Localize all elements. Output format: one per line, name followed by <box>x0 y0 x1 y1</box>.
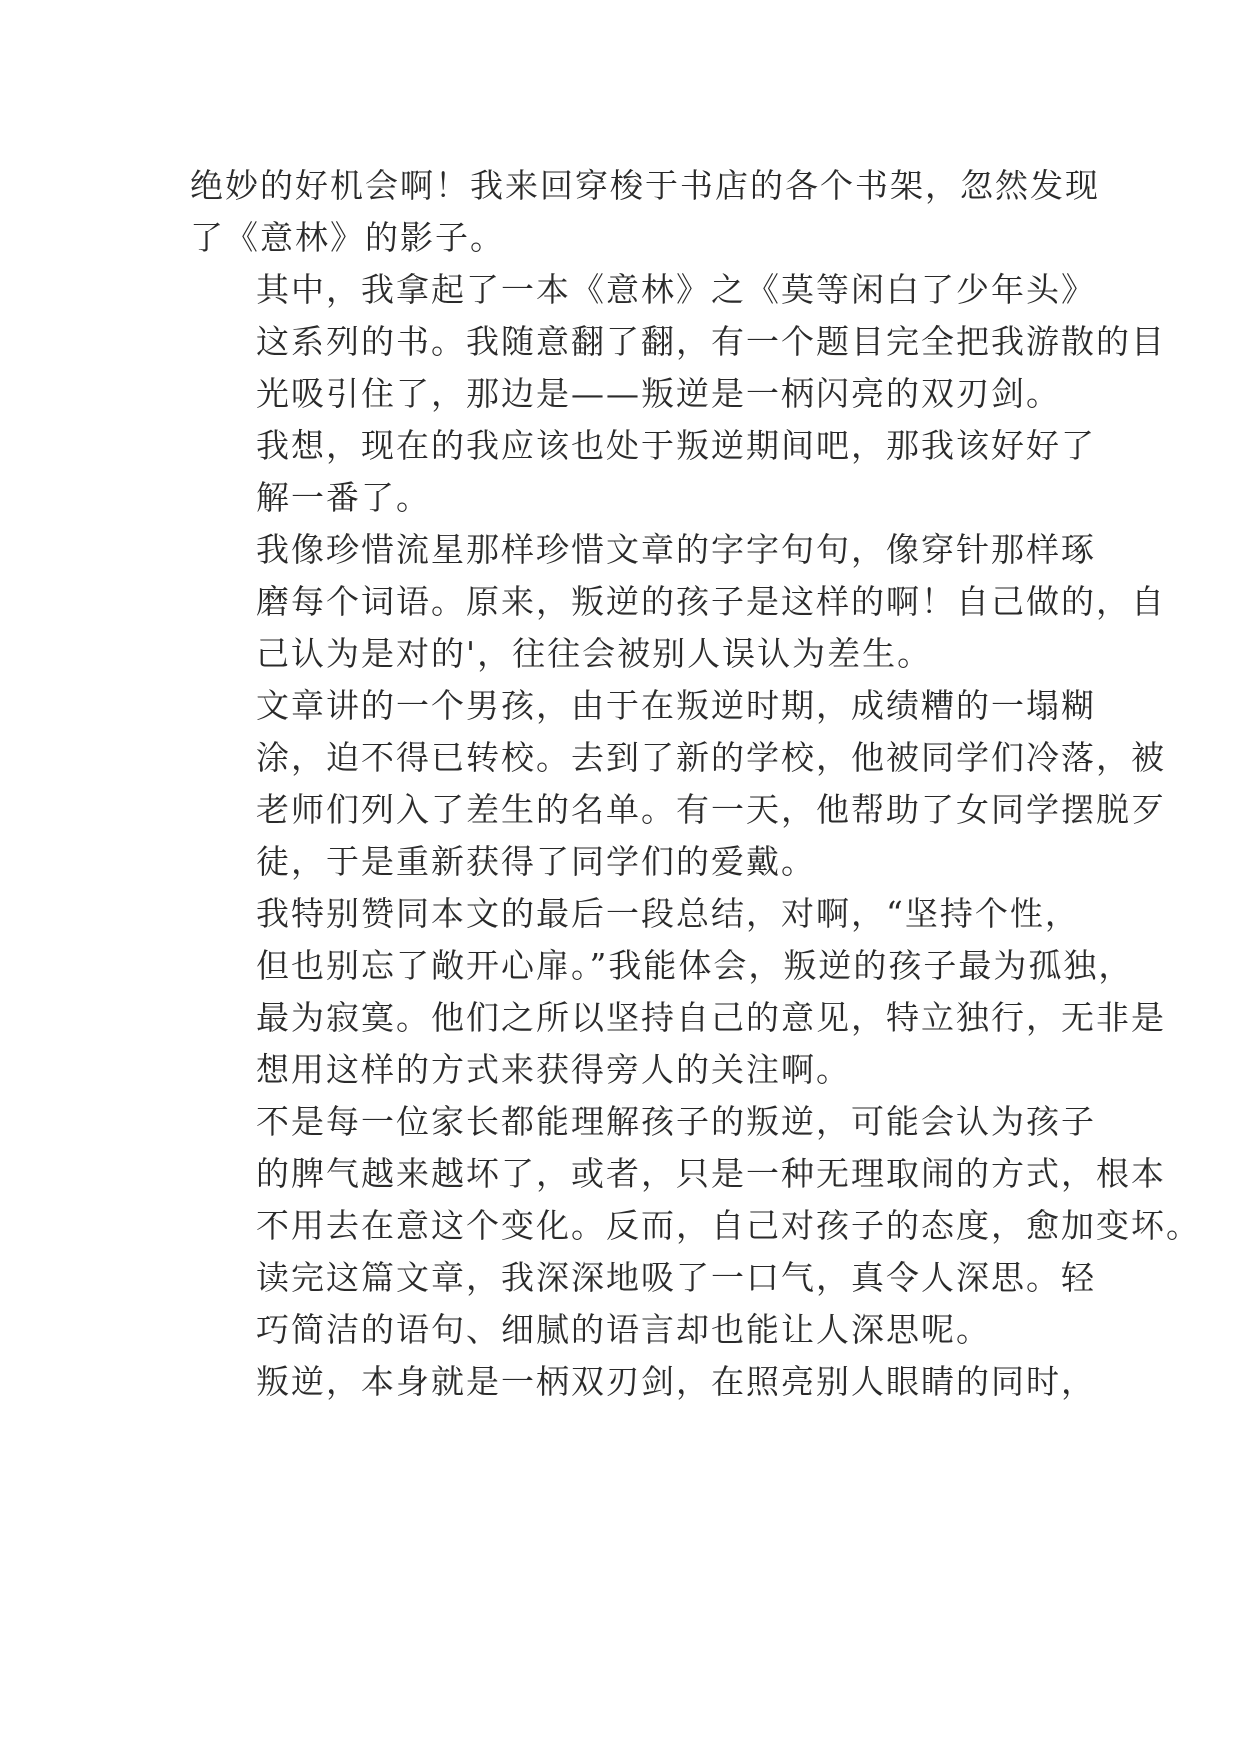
paragraph <box>190 524 1166 680</box>
paragraph <box>190 160 1100 264</box>
text-line: 文章讲的一个男孩，由于在叛逆时期，成绩糟的一塌糊 <box>256 686 1096 725</box>
text-line: 不是每一位家长都能理解孩子的叛逆，可能会认为孩子 <box>256 1102 1096 1141</box>
text-line: 我特别赞同本文的最后一段总结，对啊，“坚持个性， <box>256 894 1080 933</box>
paragraph <box>190 888 1166 1096</box>
text-line: 最为寂寞。他们之所以坚持自己的意见，特立独行，无非是 <box>256 998 1166 1037</box>
text-line: 己认为是对的'，往往会被别人误认为差生。 <box>256 634 933 673</box>
paragraph <box>190 264 1166 420</box>
paragraph <box>190 1096 1201 1252</box>
text-line: 的脾气越来越坏了，或者，只是一种无理取闹的方式，根本 <box>256 1154 1166 1193</box>
text-line: 涂，迫不得已转校。去到了新的学校，他被同学们冷落，被 <box>256 738 1166 777</box>
paragraph <box>190 420 1096 524</box>
text-line: 叛逆，本身就是一柄双刃剑，在照亮别人眼睛的同时， <box>256 1362 1096 1401</box>
text-line: 巧简洁的语句、细腻的语言却也能让人深思呢。 <box>256 1310 991 1349</box>
text-line: 我像珍惜流星那样珍惜文章的字字句句，像穿针那样琢 <box>256 530 1096 569</box>
text-line: 绝妙的好机会啊！我来回穿梭于书店的各个书架，忽然发现 <box>190 166 1100 205</box>
text-line: 磨每个词语。原来，叛逆的孩子是这样的啊！自己做的，自 <box>256 582 1166 621</box>
paragraph <box>190 1252 1096 1356</box>
text-line: 光吸引住了，那边是——叛逆是一柄闪亮的双刃剑。 <box>256 374 1061 413</box>
text-line: 但也别忘了敞开心扉。”我能体会，叛逆的孩子最为孤独， <box>256 946 1134 985</box>
text-line: 我想，现在的我应该也处于叛逆期间吧，那我该好好了 <box>256 426 1096 465</box>
text-line: 不用去在意这个变化。反而，自己对孩子的态度，愈加变坏。 <box>256 1206 1201 1245</box>
text-line: 其中，我拿起了一本《意林》之《莫等闲白了少年头》 <box>256 270 1096 309</box>
text-line: 想用这样的方式来获得旁人的关注啊。 <box>256 1050 851 1089</box>
text-line: 这系列的书。我随意翻了翻，有一个题目完全把我游散的目 <box>256 322 1166 361</box>
text-line: 老师们列入了差生的名单。有一天，他帮助了女同学摆脱歹 <box>256 790 1166 829</box>
text-line: 解一番了。 <box>256 478 431 517</box>
text-line: 徒，于是重新获得了同学们的爱戴。 <box>256 842 816 881</box>
text-line: 读完这篇文章，我深深地吸了一口气，真令人深思。轻 <box>256 1258 1096 1297</box>
paragraph <box>190 680 1166 888</box>
document-body <box>190 160 1201 1408</box>
paragraph <box>190 1356 1096 1408</box>
text-line: 了《意林》的影子。 <box>190 218 505 257</box>
